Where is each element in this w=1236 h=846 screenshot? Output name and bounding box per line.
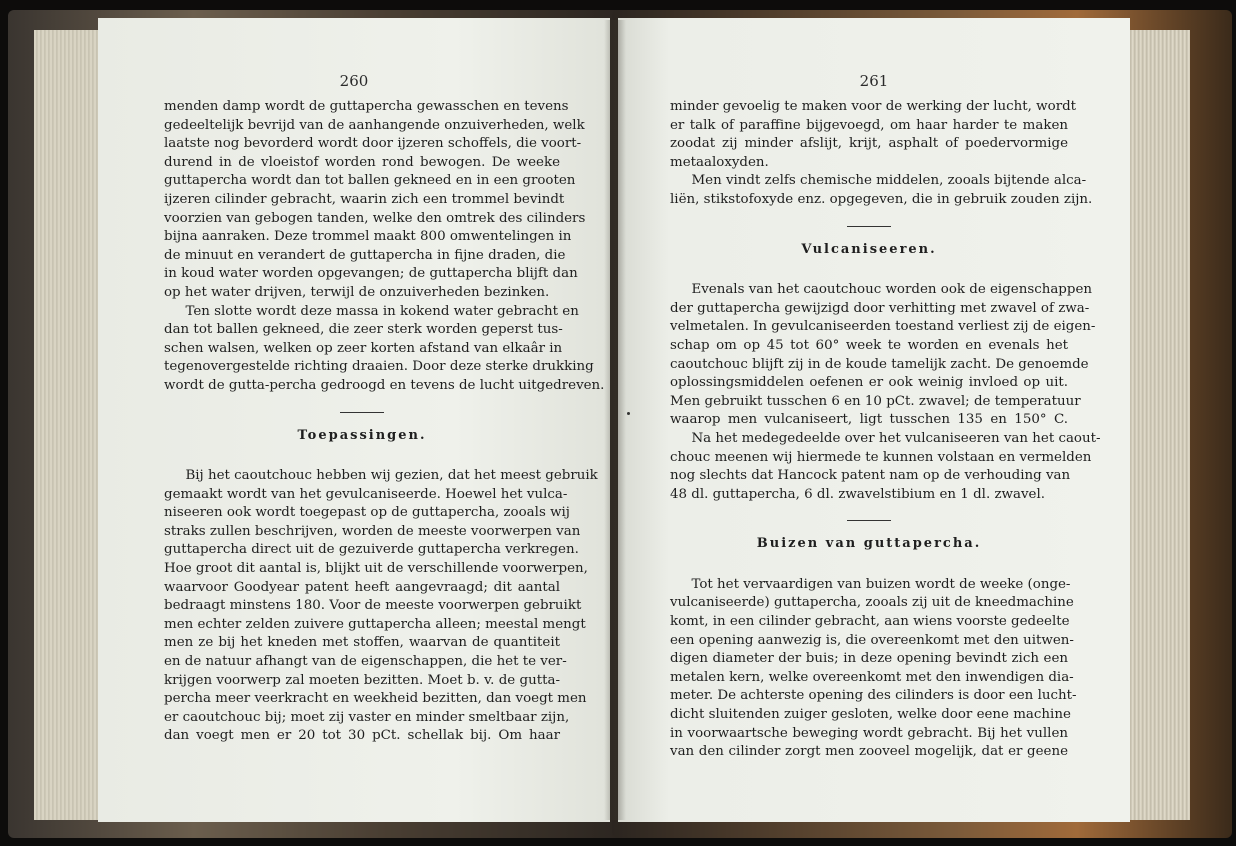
text-line: Men gebruikt tusschen 6 en 10 pCt. zwavel; de temperatuur bbox=[670, 393, 1081, 409]
text-line: dan tot ballen gekneed, die zeer sterk worden geperst tus- bbox=[164, 322, 563, 338]
paragraph bbox=[164, 467, 598, 746]
text-line: minder gevoelig te maken voor de werking der lucht, wordt bbox=[670, 99, 1077, 114]
paragraph bbox=[164, 303, 605, 396]
text-line: vulcaniseerde) guttapercha, zooals zij uit de kneedmachine bbox=[670, 595, 1074, 611]
text-line: schap om op 45 tot 60° week te worden en evenals het bbox=[670, 337, 1068, 353]
text-line: Ten slotte wordt deze massa in kokend water gebracht en bbox=[185, 303, 579, 319]
section-heading: Vulcaniseeren. bbox=[801, 241, 937, 257]
text-line: bedraagt minstens 180. Voor de meeste voorwerpen gebruikt bbox=[164, 598, 582, 614]
text-line: tegenovergestelde richting draaien. Door deze sterke drukking bbox=[164, 359, 594, 375]
text-line: wordt de gutta-percha gedroogd en tevens de lucht uitgedreven. bbox=[164, 377, 605, 393]
text-line: guttapercha direct uit de gezuiverde guttapercha verkregen. bbox=[164, 542, 579, 558]
paragraph bbox=[670, 430, 1101, 504]
text-line: caoutchouc blijft zij in de koude tamelijk zacht. De genoemde bbox=[670, 356, 1089, 372]
text-line: bijna aanraken. Deze trommel maakt 800 omwentelingen in bbox=[164, 229, 572, 245]
text-line: liën, stikstofoxyde enz. opgegeven, die in gebruik zouden zijn. bbox=[670, 191, 1093, 207]
text-line: waarvoor Goodyear patent heeft aangevraagd; dit aantal bbox=[164, 579, 560, 595]
page-number: 261 bbox=[859, 72, 889, 90]
text-line: in koud water worden opgevangen; de guttapercha blijft dan bbox=[164, 266, 578, 282]
ink-speck bbox=[627, 412, 630, 415]
text-line: oplossingsmiddelen oefenen er ook weinig invloed op uit. bbox=[670, 375, 1068, 391]
section-divider bbox=[847, 520, 891, 521]
paragraph bbox=[670, 172, 1093, 209]
paragraph bbox=[670, 98, 1077, 172]
book-gutter bbox=[604, 20, 626, 820]
text-line: de minuut en verandert de guttapercha in fijne draden, die bbox=[164, 247, 566, 263]
text-line: der guttapercha gewijzigd door verhitting met zwavel of zwa- bbox=[670, 300, 1090, 316]
text-line: velmetalen. In gevulcaniseerden toestand verliest zij de eigen- bbox=[670, 319, 1096, 335]
text-line: laatste nog bevorderd wordt door ijzeren schoffels, die voort- bbox=[164, 136, 582, 152]
text-line: digen diameter der buis; in deze opening bevindt zich een bbox=[670, 651, 1068, 667]
text-line: schen walsen, welken op zeer korten afstand van elkaâr in bbox=[164, 340, 563, 356]
text-line: 48 dl. guttapercha, 6 dl. zwavelstibium en 1 dl. zwavel. bbox=[670, 486, 1045, 502]
section-heading: Toepassingen. bbox=[297, 427, 427, 443]
text-line: meter. De achterste opening des cilinders is door een lucht- bbox=[670, 688, 1077, 704]
paragraph bbox=[670, 576, 1077, 762]
text-line: zoodat zij minder afslijt, krijt, asphalt of poedervormige bbox=[670, 136, 1068, 152]
section-heading: Buizen van guttapercha. bbox=[756, 536, 982, 552]
text-line: komt, in een cilinder gebracht, aan wiens voorste gedeelte bbox=[670, 614, 1070, 630]
text-line: guttapercha wordt dan tot ballen gekneed en in een grooten bbox=[164, 173, 576, 189]
paragraph bbox=[670, 281, 1096, 430]
text-line: en de natuur afhangt van de eigenschappen, die het te ver- bbox=[164, 654, 567, 670]
text-line: Tot het vervaardigen van buizen wordt de weeke (onge- bbox=[691, 576, 1071, 592]
text-line: Bij het caoutchouc hebben wij gezien, dat het meest gebruik bbox=[185, 468, 598, 484]
text-line: Men vindt zelfs chemische middelen, zooals bijtende alca- bbox=[691, 173, 1087, 189]
text-line: op het water drijven, terwijl de onzuiverheden bezinken. bbox=[164, 284, 550, 300]
text-line: metalen kern, welke overeenkomt met den inwendigen dia- bbox=[670, 669, 1074, 685]
left-page-text bbox=[164, 98, 605, 746]
text-line: Hoe groot dit aantal is, blijkt uit de verschillende voorwerpen, bbox=[164, 561, 588, 577]
text-line: Na het medegedeelde over het vulcaniseeren van het caout- bbox=[691, 430, 1101, 446]
text-line: waarop men vulcaniseert, ligt tusschen 135 en 150° C. bbox=[670, 412, 1068, 428]
text-line: gemaakt wordt van het gevulcaniseerde. Hoewel het vulca- bbox=[164, 486, 568, 502]
text-line: in voorwaartsche beweging wordt gebracht. Bij het vullen bbox=[670, 725, 1068, 741]
section-divider bbox=[847, 226, 891, 227]
text-line: metaaloxyden. bbox=[670, 154, 769, 170]
text-line: men echter zelden zuivere guttapercha alleen; meestal mengt bbox=[164, 616, 586, 632]
text-line: menden damp wordt de guttapercha gewasschen en tevens bbox=[164, 99, 569, 114]
text-line: gedeeltelijk bevrijd van de aanhangende onzuiverheden, welk bbox=[164, 117, 585, 133]
left-page bbox=[98, 18, 610, 822]
right-page-text bbox=[670, 98, 1101, 762]
text-line: niseeren ook wordt toegepast op de guttapercha, zooals wij bbox=[164, 505, 570, 521]
right-page bbox=[618, 18, 1130, 822]
text-line: er caoutchouc bij; moet zij vaster en minder smeltbaar zijn, bbox=[164, 709, 570, 725]
text-line: krijgen voorwerp zal moeten bezitten. Moet b. v. de gutta- bbox=[164, 672, 560, 688]
paragraph bbox=[164, 98, 586, 303]
text-line: een opening aanwezig is, die overeenkomt met den uitwen- bbox=[670, 632, 1074, 648]
page-number: 260 bbox=[339, 72, 369, 90]
text-line: straks zullen beschrijven, worden de meeste voorwerpen van bbox=[164, 523, 581, 539]
text-line: dicht sluitenden zuiger gesloten, welke door eene machine bbox=[670, 707, 1071, 723]
text-line: ijzeren cilinder gebracht, waarin zich een trommel bevindt bbox=[164, 191, 565, 207]
text-line: chouc meenen wij hiermede te kunnen volstaan en vermelden bbox=[670, 449, 1092, 465]
text-line: durend in de vloeistof worden rond bewogen. De weeke bbox=[164, 154, 560, 170]
section-divider bbox=[340, 412, 384, 413]
text-line: nog slechts dat Hancock patent nam op de verhouding van bbox=[670, 468, 1071, 484]
page-edges-right bbox=[1128, 30, 1190, 820]
text-line: percha meer veerkracht en weekheid bezitten, dan voegt men bbox=[164, 691, 587, 707]
text-line: voorzien van gebogen tanden, welke den omtrek des cilinders bbox=[164, 210, 586, 226]
text-line: Evenals van het caoutchouc worden ook de eigenschappen bbox=[691, 282, 1092, 298]
text-line: dan voegt men er 20 tot 30 pCt. schellak bij. Om haar bbox=[164, 728, 560, 744]
text-line: van den cilinder zorgt men zooveel mogelijk, dat er geene bbox=[670, 744, 1068, 760]
text-line: men ze bij het kneden met stoffen, waarvan de quantiteit bbox=[164, 635, 560, 651]
text-line: er talk of paraffine bijgevoegd, om haar harder te maken bbox=[670, 117, 1068, 133]
